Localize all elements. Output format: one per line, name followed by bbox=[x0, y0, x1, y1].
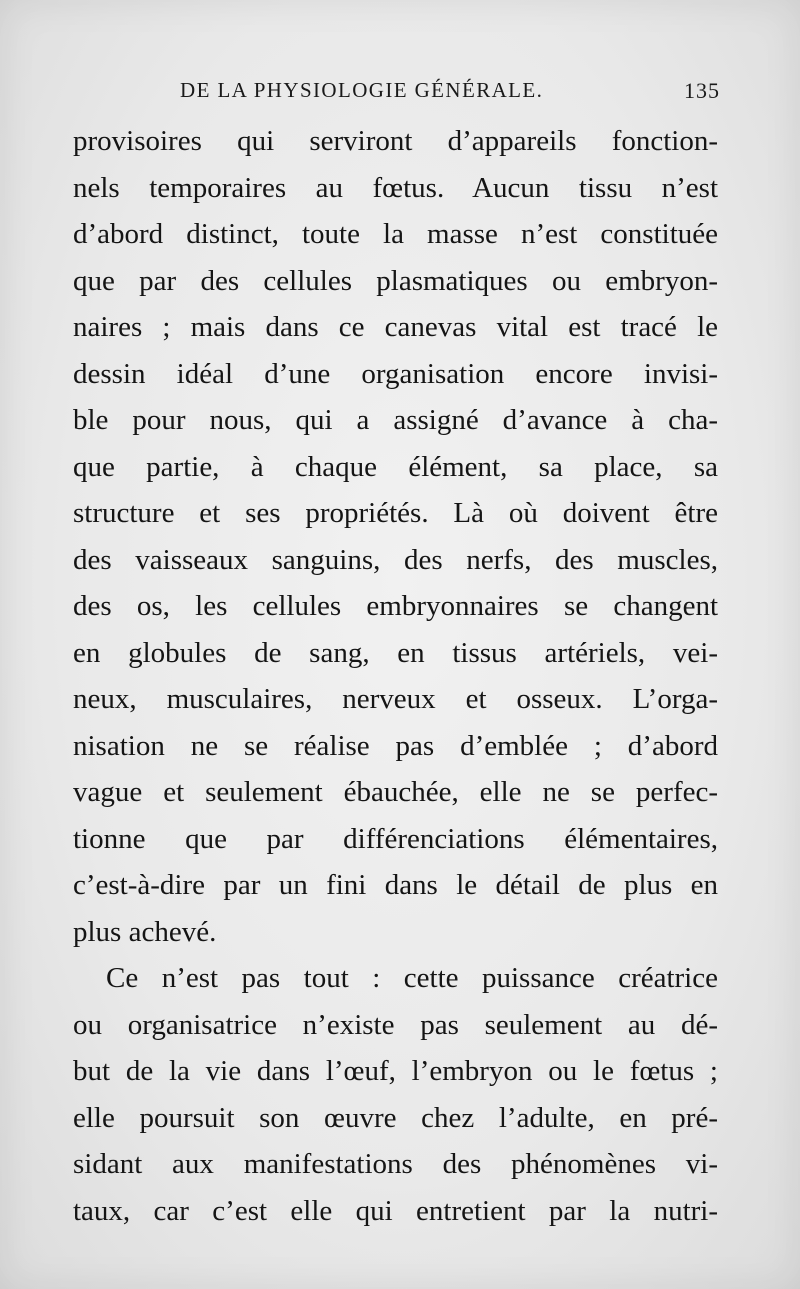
paragraph-2 bbox=[73, 955, 718, 1234]
text-line: Ce n’est pas tout : cette puissance créatrice bbox=[106, 962, 718, 994]
running-title: DE LA PHYSIOLOGIE GÉNÉRALE. bbox=[180, 78, 544, 102]
running-head bbox=[60, 78, 720, 108]
text-line: ou organisatrice n’existe pas seulement au dé- bbox=[73, 1008, 718, 1041]
text-line: tionne que par différenciations élémentaires, bbox=[73, 822, 718, 855]
text-line: dessin idéal d’une organisation encore invisi- bbox=[73, 357, 718, 390]
text-line: provisoires qui serviront d’appareils fonction- bbox=[73, 125, 718, 157]
text-line: taux, car c’est elle qui entretient par la nutri- bbox=[73, 1194, 718, 1227]
text-line: naires ; mais dans ce canevas vital est tracé le bbox=[73, 311, 718, 343]
text-line: d’abord distinct, toute la masse n’est constituée bbox=[73, 218, 718, 250]
text-line: neux, musculaires, nerveux et osseux. L’orga- bbox=[73, 683, 718, 715]
page-number: 135 bbox=[684, 78, 720, 103]
text-line: plus achevé. bbox=[73, 915, 217, 948]
text-line: structure et ses propriétés. Là où doivent être bbox=[73, 497, 718, 529]
body-text bbox=[73, 118, 718, 1234]
text-line: nels temporaires au fœtus. Aucun tissu n’est bbox=[73, 171, 718, 204]
text-line: but de la vie dans l’œuf, l’embryon ou le fœtus ; bbox=[73, 1055, 718, 1087]
text-line: des os, les cellules embryonnaires se changent bbox=[73, 590, 718, 622]
text-line: des vaisseaux sanguins, des nerfs, des muscles, bbox=[73, 543, 718, 576]
text-line: en globules de sang, en tissus artériels, vei- bbox=[73, 636, 718, 669]
text-line: elle poursuit son œuvre chez l’adulte, en pré- bbox=[73, 1101, 718, 1134]
text-line: que par des cellules plasmatiques ou embryon- bbox=[73, 264, 718, 297]
text-line: sidant aux manifestations des phénomènes vi- bbox=[73, 1148, 718, 1180]
text-line: vague et seulement ébauchée, elle ne se perfec- bbox=[73, 776, 718, 808]
text-line: que partie, à chaque élément, sa place, sa bbox=[73, 450, 718, 483]
text-line: ble pour nous, qui a assigné d’avance à cha- bbox=[73, 404, 718, 436]
paragraph-1 bbox=[73, 118, 718, 955]
text-line: c’est-à-dire par un fini dans le détail de plus en bbox=[73, 869, 718, 901]
text-line: nisation ne se réalise pas d’emblée ; d’abord bbox=[73, 729, 718, 762]
